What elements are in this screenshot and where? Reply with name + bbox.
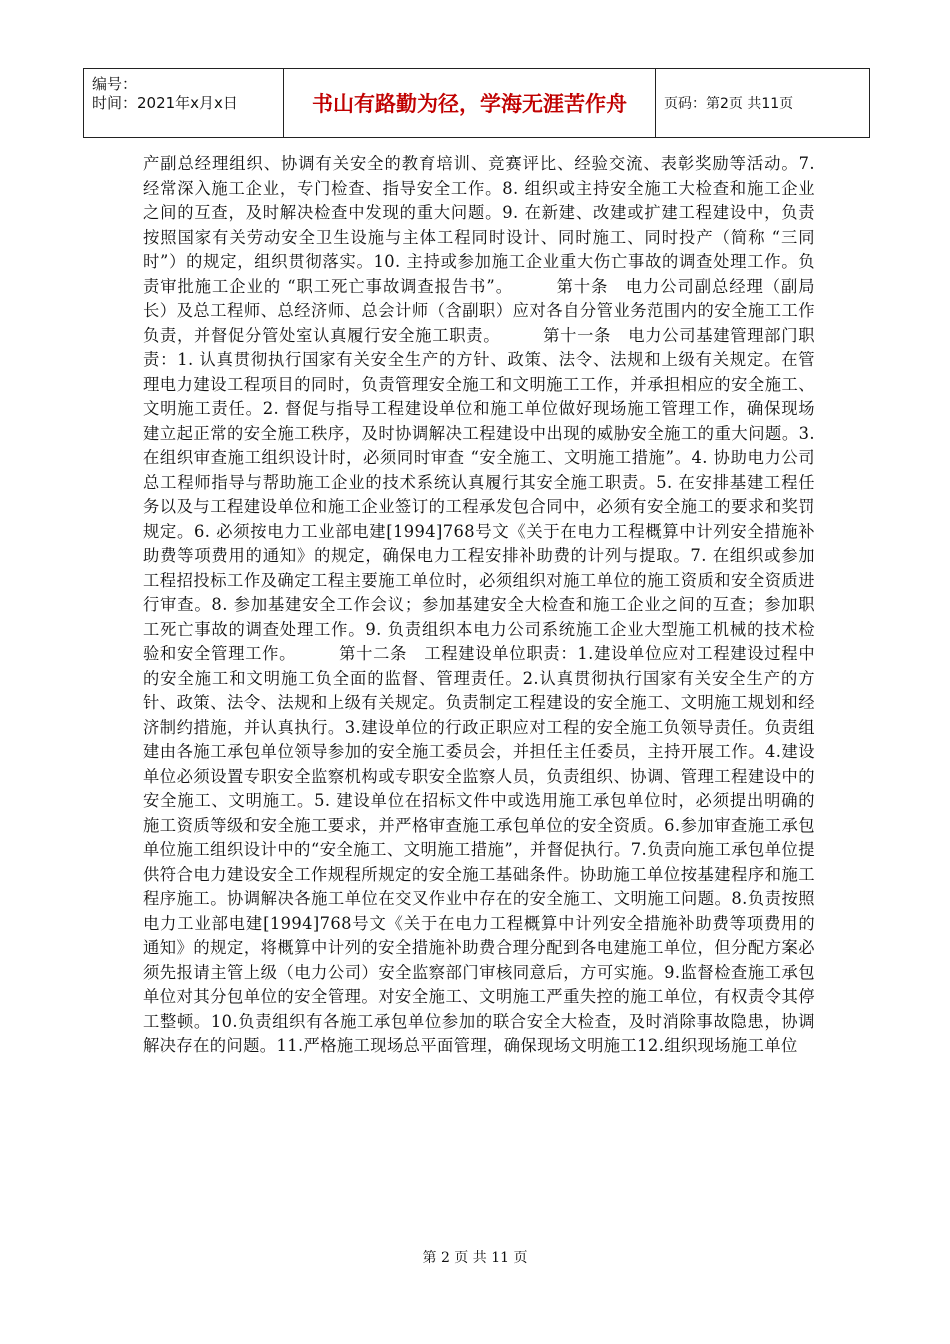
document-time-label: 时间：2021年x月x日 (92, 94, 238, 112)
page-header (83, 68, 870, 138)
header-page-info: 页码：第2页 共11页 (664, 96, 794, 112)
header-motto: 书山有路勤为径，学海无涯苦作舟 (284, 69, 656, 137)
page-footer: 第 2 页 共 11 页 (422, 1250, 528, 1266)
document-number-label: 编号： (92, 75, 138, 93)
header-meta (84, 69, 284, 137)
document-body: 产副总经理组织、协调有关安全的教育培训、竞赛评比、经验交流、表彰奖励等活动。7. 经常深入施工企业，专门检查、指导安全工作。8. 组织或主持安全施工大检查和施工企业之间的互查，及时解决检查中发现的重大问题。9. 在新建、改建或扩建工程建设中，负责按照国家有关劳动安全卫生设施与主体工程同时设计、同时施工、同时投产（简称 “三同时”）的规定，组织贯彻落实。10. 主持或参加施工企业重大伤亡事故的调查处理工作。负责审批施工企业的 “职工死亡事故调查报告书”。 第十条 电力公司副总经理（副局长）及总工程师、总经济师、总会计师（含副职）应对各自分管业务范围内的安全施工工作负责，并督促分管处室认真履行安全施工职责。 第十一条 电力公司基建管理部门职责：1. 认真贯彻执行国家有关安全生产的方针、政策、法令、法规和上级有关规定。在管理电力建设工程项目的同时，负责管理安全施工和文明施工工作，并承担相应的安全施工、文明施工责任。2. 督促与指导工程建设单位和施工单位做好现场施工管理工作，确保现场建立起正常的安全施工秩序，及时协调解决工程建设中出现的威胁安全施工的重大问题。3. 在组织审查施工组织设计时，必须同时审查 “安全施工、文明施工措施”。4. 协助电力公司总工程师指导与帮助施工企业的技术系统认真履行其安全施工职责。5. 在安排基建工程任务以及与工程建设单位和施工企业签订的工程承发包合同中，必须有安全施工的要求和奖罚规定。6. 必须按电力工业部电建[1994]768号文《关于在电力工程概算中计列安全措施补助费等项费用的通知》的规定，确保电力工程安排补助费的计列与提取。7. 在组织或参加工程招投标工作及确定工程主要施工单位时，必须组织对施工单位的施工资质和安全资质进行审查。8. 参加基建安全工作会议；参加基建安全大检查和施工企业之间的互查；参加职工死亡事故的调查处理工作。9. 负责组织本电力公司系统施工企业大型施工机械的技术检验和安全管理工作。 第十二条 工程建设单位职责：1.建设单位应对工程建设过程中的安全施工和文明施工负全面的监督、管理责任。2.认真贯彻执行国家有关安全生产的方针、政策、法令、法规和上级有关规定。负责制定工程建设的安全施工、文明施工规划和经济制约措施，并认真执行。3.建设单位的行政正职应对工程的安全施工负领导责任。负责组建由各施工承包单位领导参加的安全施工委员会，并担任主任委员，主持开展工作。4.建设单位必须设置专职安全监察机构或专职安全监察人员，负责组织、协调、管理工程建设中的安全施工、文明施工。5. 建设单位在招标文件中或选用施工承包单位时，必须提出明确的施工资质等级和安全施工要求，并严格审查施工承包单位的安全资质。6.参加审查施工承包单位施工组织设计中的“安全施工、文明施工措施”，并督促执行。7.负责向施工承包单位提供符合电力建设安全工作规程所规定的安全施工基础条件。协助施工单位按基建程序和施工程序施工。协调解决各施工单位在交叉作业中存在的安全施工、文明施工问题。8.负责按照电力工业部电建[1994]768号文《关于在电力工程概算中计列安全措施补助费等项费用的通知》的规定，将概算中计列的安全措施补助费合理分配到各电建施工单位，但分配方案必须先报请主管上级（电力公司）安全监察部门审核同意后，方可实施。9.监督检查施工承包单位对其分包单位的安全管理。对安全施工、文明施工严重失控的施工单位，有权责令其停工整顿。10.负责组织有各施工承包单位参加的联合安全大检查，及时消除事故隐患，协调解决存在的问题。11.严格施工现场总平面管理，确保现场文明施工12.组织现场施工单位 (143, 154, 815, 1055)
